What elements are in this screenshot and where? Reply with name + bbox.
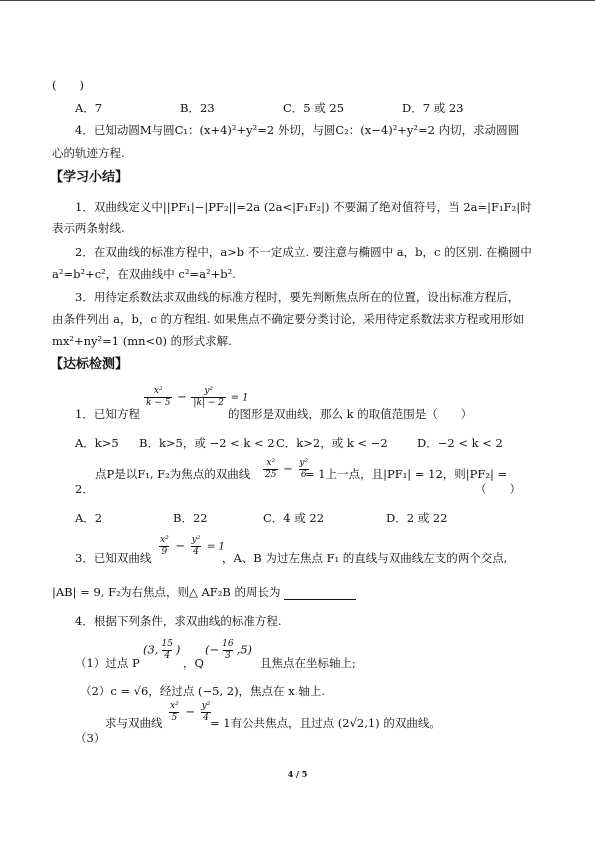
test-1-option-a: A．k>5 xyxy=(75,436,119,450)
test-2-equation: $\frac{\text{x²}}{25}$ − $\frac{\text{y²}}{6}$ xyxy=(265,458,309,480)
test-4-3-suffix: = 1有公共焦点，且过点 (2√2,1) 的双曲线。 xyxy=(210,716,441,730)
comma-q: ，Q xyxy=(183,656,204,670)
test-4-2: （2）c = √6，经过点 (−5, 2)，焦点在 x 轴上. xyxy=(80,684,326,698)
test-2-option-a: A．2 xyxy=(75,511,103,525)
test-2-stem-a: 点P是以F₁, F₂为焦点的双曲线 xyxy=(95,467,251,481)
section-title-summary: 【学习小结】 xyxy=(50,170,129,185)
test-3-stem-2a: |AB| = 9, F₂ xyxy=(52,585,121,599)
point-p: (3, $\frac{15}{4}$ ) xyxy=(143,639,181,661)
test-3-stem-2b: 为右焦点，则△ AF₂B 的周长为 xyxy=(120,584,356,600)
test-4-3-equation: $\frac{\text{x²}}{5}$ − $\frac{\text{y²}}{4}$ xyxy=(170,701,211,723)
test-2-number: 2． xyxy=(75,482,94,496)
test-3-equation: $\frac{\text{x²}}{9}$ − $\frac{\text{y²}}{4}$ = 1 xyxy=(160,535,225,557)
point-q: (− $\frac{16}{3}$ ,5) xyxy=(205,639,253,661)
test-1-prefix: 1．已知方程 xyxy=(75,407,140,421)
answer-paren: ( ) xyxy=(52,78,84,92)
summary-1-line1: 1．双曲线定义中||PF₁|−|PF₂||=2a (2a<|F₁F₂|) 不要漏了绝对值符号，当 2a=|F₁F₂|时 xyxy=(75,200,532,214)
test-2-option-c: C．4 或 22 xyxy=(263,511,325,525)
question-4-line1: 4．已知动圆M与圆C₁：(x+4)²+y²=2 外切，与圆C₂：(x−4)²+y²=2 内切，求动圆圆 xyxy=(75,123,520,137)
test-2-option-d: D．2 或 22 xyxy=(386,511,448,525)
test-4-3-prefix: 求与双曲线 xyxy=(105,716,163,730)
header-rule xyxy=(0,0,595,1)
summary-3-line3: mx²+ny²=1 (mn<0) 的形式求解. xyxy=(52,334,232,348)
option-d: D．7 或 23 xyxy=(402,101,464,115)
option-b: B．23 xyxy=(180,101,215,115)
test-1-option-c: C．k>2，或 k < −2 xyxy=(276,436,388,450)
test-3-stem: ，A、B 为过左焦点 F₁ 的直线与双曲线左支的两个交点, xyxy=(222,551,508,565)
test-1-option-b: B．k>5，或 −2 < k < 2 xyxy=(139,436,275,450)
answer-blank[interactable] xyxy=(284,587,356,600)
test-4-3-label: （3） xyxy=(75,731,106,745)
test-1-equation: $\frac{\text{x²}}{k - 5}$ − $\frac{\text{y²}}{|k| - 2}$ = 1 xyxy=(146,386,249,408)
option-a: A．7 xyxy=(75,101,103,115)
test-3-prefix: 3．已知双曲线 xyxy=(75,551,152,565)
section-title-test: 【达标检测】 xyxy=(50,357,129,372)
summary-3-line1: 3．用待定系数法求双曲线的标准方程时，要先判断焦点所在的位置，设出标准方程后， xyxy=(75,290,520,304)
test-2-paren: （ ） xyxy=(475,482,521,496)
test-4-prompt: 4．根据下列条件，求双曲线的标准方程. xyxy=(75,614,282,628)
option-c: C．5 或 25 xyxy=(283,101,345,115)
test-1-option-d: D．−2 < k < 2 xyxy=(417,436,503,450)
summary-2-line2: a²=b²+c²，在双曲线中 c²=a²+b². xyxy=(52,267,236,281)
question-4-line2: 心的轨迹方程. xyxy=(52,146,125,160)
page-number: 4 / 5 xyxy=(287,769,308,779)
test-4-1-suffix: 且焦点在坐标轴上; xyxy=(260,656,356,670)
summary-3-line2: 由条件列出 a，b，c 的方程组. 如果焦点不确定要分类讨论，采用待定系数法求方程或用形如 xyxy=(52,312,525,326)
summary-2-line1: 2．在双曲线的标准方程中，a>b 不一定成立. 要注意与椭圆中 a，b，c 的区别. 在椭圆中 xyxy=(75,245,532,259)
test-4-1-prefix: （1）过点 P xyxy=(75,656,140,670)
test-2-option-b: B．22 xyxy=(173,511,208,525)
test-1-suffix: 的图形是双曲线，那么 k 的取值范围是（ ） xyxy=(228,407,473,421)
summary-1-line2: 表示两条射线. xyxy=(52,221,125,235)
test-2-stem-b: = 1上一点，且|PF₁| = 12，则|PF₂| = xyxy=(305,467,508,481)
